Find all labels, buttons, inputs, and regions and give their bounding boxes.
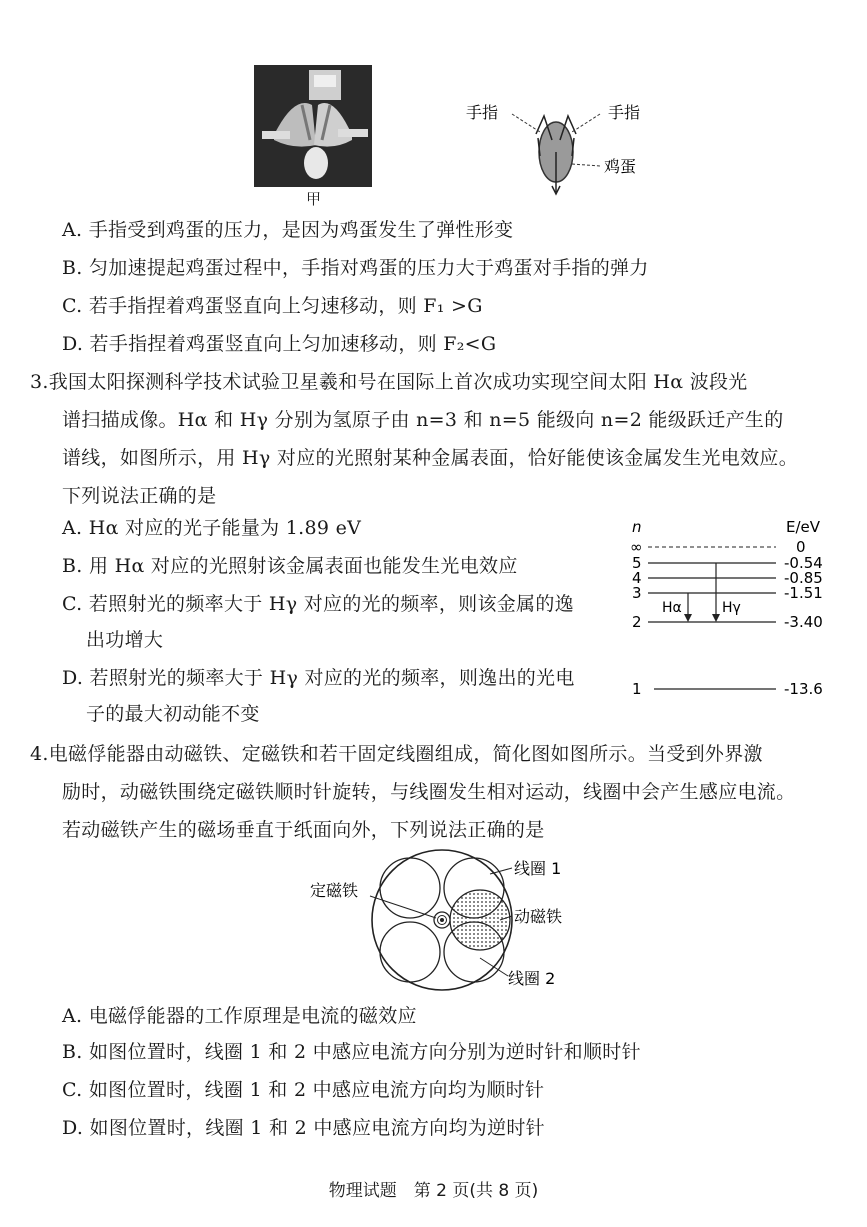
q4-option-c: C. 如图位置时，线圈 1 和 2 中感应电流方向均为顺时针 bbox=[62, 1079, 545, 1101]
arrow-label-h-alpha: Hα bbox=[662, 600, 682, 616]
level-e-2: -3.40 bbox=[784, 613, 823, 631]
label-moving-magnet: 动磁铁 bbox=[514, 907, 563, 926]
level-n-5: 5 bbox=[632, 554, 642, 572]
q2-option-d: D. 若手指捏着鸡蛋竖直向上匀加速移动，则 F₂<G bbox=[62, 333, 497, 355]
q2-option-a: A. 手指受到鸡蛋的压力，是因为鸡蛋发生了弹性形变 bbox=[62, 219, 514, 241]
level-e-4: -0.85 bbox=[784, 569, 823, 587]
level-e-1: -13.6 bbox=[784, 680, 823, 698]
finger-egg-diagram bbox=[460, 96, 660, 206]
q4-option-a: A. 电磁俘能器的工作原理是电流的磁效应 bbox=[62, 1005, 417, 1027]
label-finger-left: 手指 bbox=[466, 103, 499, 122]
q4-option-d: D. 如图位置时，线圈 1 和 2 中感应电流方向均为逆时针 bbox=[62, 1117, 545, 1139]
page-footer: 物理试题 第 2 页(共 8 页) bbox=[328, 1181, 539, 1201]
arrow-label-h-gamma: Hγ bbox=[722, 600, 741, 616]
energy-harvester-diagram bbox=[300, 848, 590, 998]
level-e-inf: 0 bbox=[796, 538, 806, 556]
q4-stem-line-1: 4.电磁俘能器由动磁铁、定磁铁和若干固定线圈组成，简化图如图所示。当受到外界激 bbox=[30, 743, 763, 765]
q3-stem-line-3: 谱线，如图所示，用 Hγ 对应的光照射某种金属表面，恰好能使该金属发生光电效应。 bbox=[62, 447, 799, 469]
figure-jia-caption: 甲 bbox=[306, 190, 322, 208]
q3-stem-line-4: 下列说法正确的是 bbox=[62, 485, 217, 507]
axis-e-label: E/eV bbox=[786, 518, 821, 536]
level-e-5: -0.54 bbox=[784, 554, 823, 572]
q2-option-c: C. 若手指捏着鸡蛋竖直向上匀速移动，则 F₁ >G bbox=[62, 295, 483, 317]
q4-option-b: B. 如图位置时，线圈 1 和 2 中感应电流方向分别为逆时针和顺时针 bbox=[62, 1041, 641, 1063]
axis-n-label: n bbox=[632, 518, 642, 536]
q3-stem-line-2: 谱扫描成像。Hα 和 Hγ 分别为氢原子由 n=3 和 n=5 能级向 n=2 能级跃迁产生的 bbox=[62, 409, 784, 431]
q3-stem-line-1: 3.我国太阳探测科学技术试验卫星羲和号在国际上首次成功实现空间太阳 Hα 波段光 bbox=[30, 371, 748, 393]
label-coil-2: 线圈 2 bbox=[508, 969, 556, 988]
level-n-3: 3 bbox=[632, 584, 642, 602]
q3-option-b: B. 用 Hα 对应的光照射该金属表面也能发生光电效应 bbox=[62, 555, 518, 577]
level-n-1: 1 bbox=[632, 680, 642, 698]
robot-hand-egg-photo bbox=[254, 65, 372, 187]
label-finger-right: 手指 bbox=[608, 103, 641, 122]
q3-option-d: D. 若照射光的频率大于 Hγ 对应的光的频率，则逸出的光电 bbox=[62, 667, 575, 689]
label-fixed-magnet: 定磁铁 bbox=[310, 881, 359, 900]
q3-option-d-cont: 子的最大初动能不变 bbox=[86, 703, 260, 725]
q4-stem-line-3: 若动磁铁产生的磁场垂直于纸面向外，下列说法正确的是 bbox=[62, 819, 545, 841]
q3-option-a: A. Hα 对应的光子能量为 1.89 eV bbox=[62, 517, 362, 539]
level-n-4: 4 bbox=[632, 569, 642, 587]
q3-option-c: C. 若照射光的频率大于 Hγ 对应的光的频率，则该金属的逸 bbox=[62, 593, 574, 615]
label-egg: 鸡蛋 bbox=[604, 157, 637, 176]
q4-stem-line-2: 励时，动磁铁围绕定磁铁顺时针旋转，与线圈发生相对运动，线圈中会产生感应电流。 bbox=[62, 781, 796, 803]
level-e-3: -1.51 bbox=[784, 584, 823, 602]
energy-level-diagram bbox=[626, 516, 836, 706]
label-coil-1: 线圈 1 bbox=[514, 859, 562, 878]
level-n-2: 2 bbox=[632, 613, 642, 631]
q3-option-c-cont: 出功增大 bbox=[86, 629, 164, 651]
level-n-inf: ∞ bbox=[630, 538, 643, 556]
q2-option-b: B. 匀加速提起鸡蛋过程中，手指对鸡蛋的压力大于鸡蛋对手指的弹力 bbox=[62, 257, 649, 279]
